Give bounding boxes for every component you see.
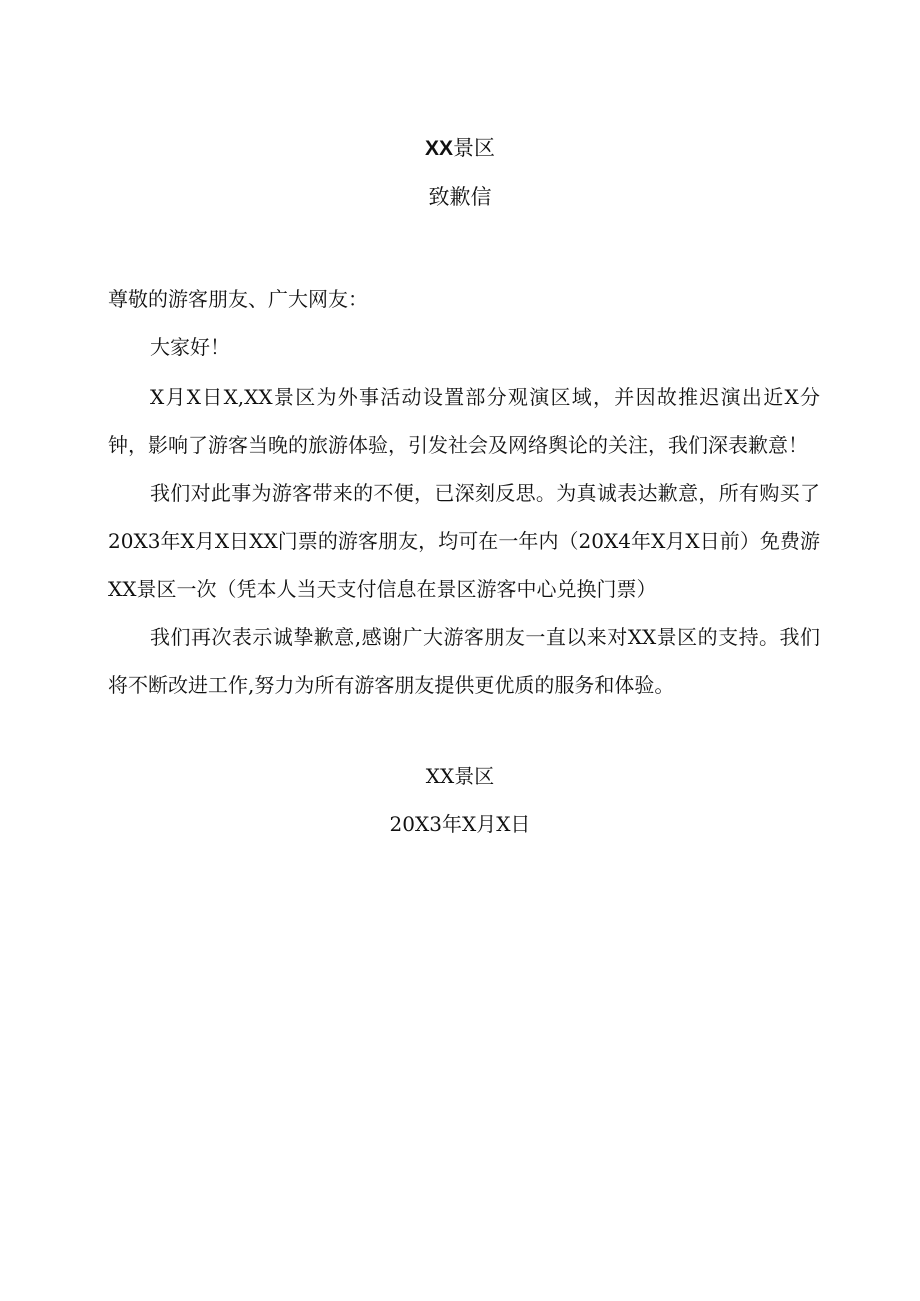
paragraph-compensation: 我们对此事为游客带来的不便，已深刻反思。为真诚表达歉意，所有购买了20X3年X月X日XX门票的游客朋友，均可在一年内（20X4年X月X日前）免费游XX景区一次（凭本人当天支付信息在景区游客中心兑换门票） — [108, 481, 820, 601]
letter-body — [108, 275, 820, 709]
document-subtitle: 致歉信 — [428, 185, 492, 209]
paragraph-closing: 我们再次表示诚挚歉意,感谢广大游客朋友一直以来对XX景区的支持。我们将不断改进工作,努力为所有游客朋友提供更优质的服务和体验。 — [108, 625, 820, 697]
title-suffix: 景区 — [453, 136, 495, 160]
paragraph-incident: X月X日X,XX景区为外事活动设置部分观演区域，并因故推迟演出近X分钟，影响了游客当晚的旅游体验，引发社会及网络舆论的关注，我们深表歉意！ — [108, 385, 820, 457]
title-prefix: XX — [424, 137, 453, 160]
signature-date: 20X3年X月X日 — [389, 812, 531, 836]
salutation: 尊敬的游客朋友、广大网友： — [108, 287, 368, 311]
greeting: 大家好！ — [150, 335, 230, 359]
signature-organization: XX景区 — [425, 764, 495, 788]
document-title — [0, 132, 920, 162]
